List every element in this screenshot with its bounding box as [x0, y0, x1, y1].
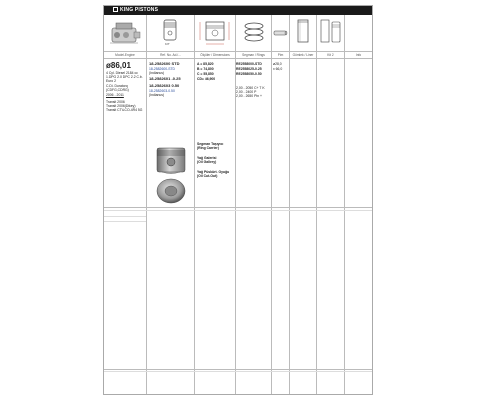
ref-code: 18-2582601 -0.25	[149, 76, 181, 81]
feature-title: Segman Taşıyıcı	[197, 142, 224, 146]
vehicle-item: Transit CT\LCO-4R4 5G	[106, 108, 143, 112]
header-dimensions: Ölçüler / Dimensions	[200, 53, 230, 57]
dimension-value: C = 55,850	[197, 72, 214, 76]
col-divider	[194, 15, 195, 394]
col-divider	[344, 15, 345, 394]
ref-note: (Indianus)	[149, 71, 165, 75]
pin-spec: x 66,0	[273, 67, 283, 71]
feature-title: Yağ Galerisi	[197, 156, 217, 160]
kit-icon	[319, 16, 343, 46]
row-rule	[104, 216, 146, 217]
engine-years: 2006 - 2011	[106, 93, 124, 97]
header-info: Info	[355, 53, 362, 57]
dimension-value: A = 85,820	[197, 62, 214, 66]
feature-sub: (Oil Gallery)	[197, 160, 217, 164]
ring-code: RE2558025-0.25	[236, 67, 262, 71]
col-divider	[146, 15, 147, 394]
header-rule	[104, 58, 372, 59]
col-divider	[289, 15, 290, 394]
ring-code: RE2558050-0.50	[236, 72, 262, 76]
header-pin: Pim	[277, 53, 284, 57]
row-rule	[104, 210, 372, 211]
header-kit: Kit 2	[327, 53, 334, 57]
liner-icon	[295, 18, 311, 46]
header-segman-rings: Segman / Rings	[242, 53, 265, 57]
engine-spec: 4 Cyl. Diesel 2184 cc	[106, 71, 138, 75]
dimension-value: CD= 46,900	[197, 77, 216, 81]
svg-text:KIT: KIT	[165, 42, 170, 46]
row-rule	[104, 221, 146, 222]
piston-side-image	[154, 146, 188, 176]
vehicle-item: Transit 2006	[106, 100, 125, 104]
engine-icon	[108, 20, 142, 48]
col-divider	[316, 15, 317, 394]
dimension-value: B = 74,800	[197, 67, 214, 71]
vehicle-item: Transit 2006(Dikey)	[106, 104, 136, 108]
feature-sub: (Ring Carrier)	[197, 146, 219, 150]
row-rule	[104, 369, 372, 370]
engine-spec: C.Di. Duratorq	[106, 84, 128, 88]
ring-spec: 2,00 - 2400 P	[236, 90, 257, 94]
bore-diameter: ø86,01	[106, 61, 131, 70]
header-model-engine: Model-Engine	[115, 53, 135, 57]
ring-spec: 2,00 - 2650 Pin +	[236, 94, 262, 98]
ref-sub: 18-2582603-0.50	[149, 89, 175, 93]
header-ref-no: Ref. No. Ad./...	[160, 53, 181, 57]
engine-spec: 1.DPG 2.0 DPC 2.2 C.b.	[106, 75, 143, 79]
row-rule	[104, 371, 372, 372]
ref-code: 18-2582600 STD	[149, 61, 180, 66]
brand-name: KING PISTONS	[120, 7, 159, 13]
ref-note: (Indianus)	[149, 93, 165, 97]
pin-icon	[272, 26, 288, 40]
row-rule	[104, 207, 372, 208]
pin-spec: ø28,0	[273, 62, 282, 66]
rings-icon	[243, 20, 265, 46]
engine-spec: (CDFG,CDRG)	[106, 88, 129, 92]
feature-sub: (Oil Cut-Out)	[197, 174, 218, 178]
dimension-diagram-icon	[197, 18, 233, 48]
piston-icon	[162, 18, 178, 46]
feature-title: Yağ Püskürt. Oyuğu	[197, 170, 230, 174]
engine-spec: Euro 2	[106, 79, 116, 83]
ring-spec: 2,00 - 2050 C+ T K	[236, 86, 265, 90]
header-liner: Gömlek / Liner	[292, 53, 314, 57]
col-divider	[271, 15, 272, 394]
ref-sub: 18-2582600-STD	[149, 67, 176, 71]
ring-code: RE2558000-STD	[236, 62, 262, 66]
piston-top-image	[155, 178, 187, 204]
crown-icon	[113, 7, 118, 12]
brand-logo	[113, 6, 158, 15]
ref-code: 18-2582603 0.50	[149, 83, 180, 88]
